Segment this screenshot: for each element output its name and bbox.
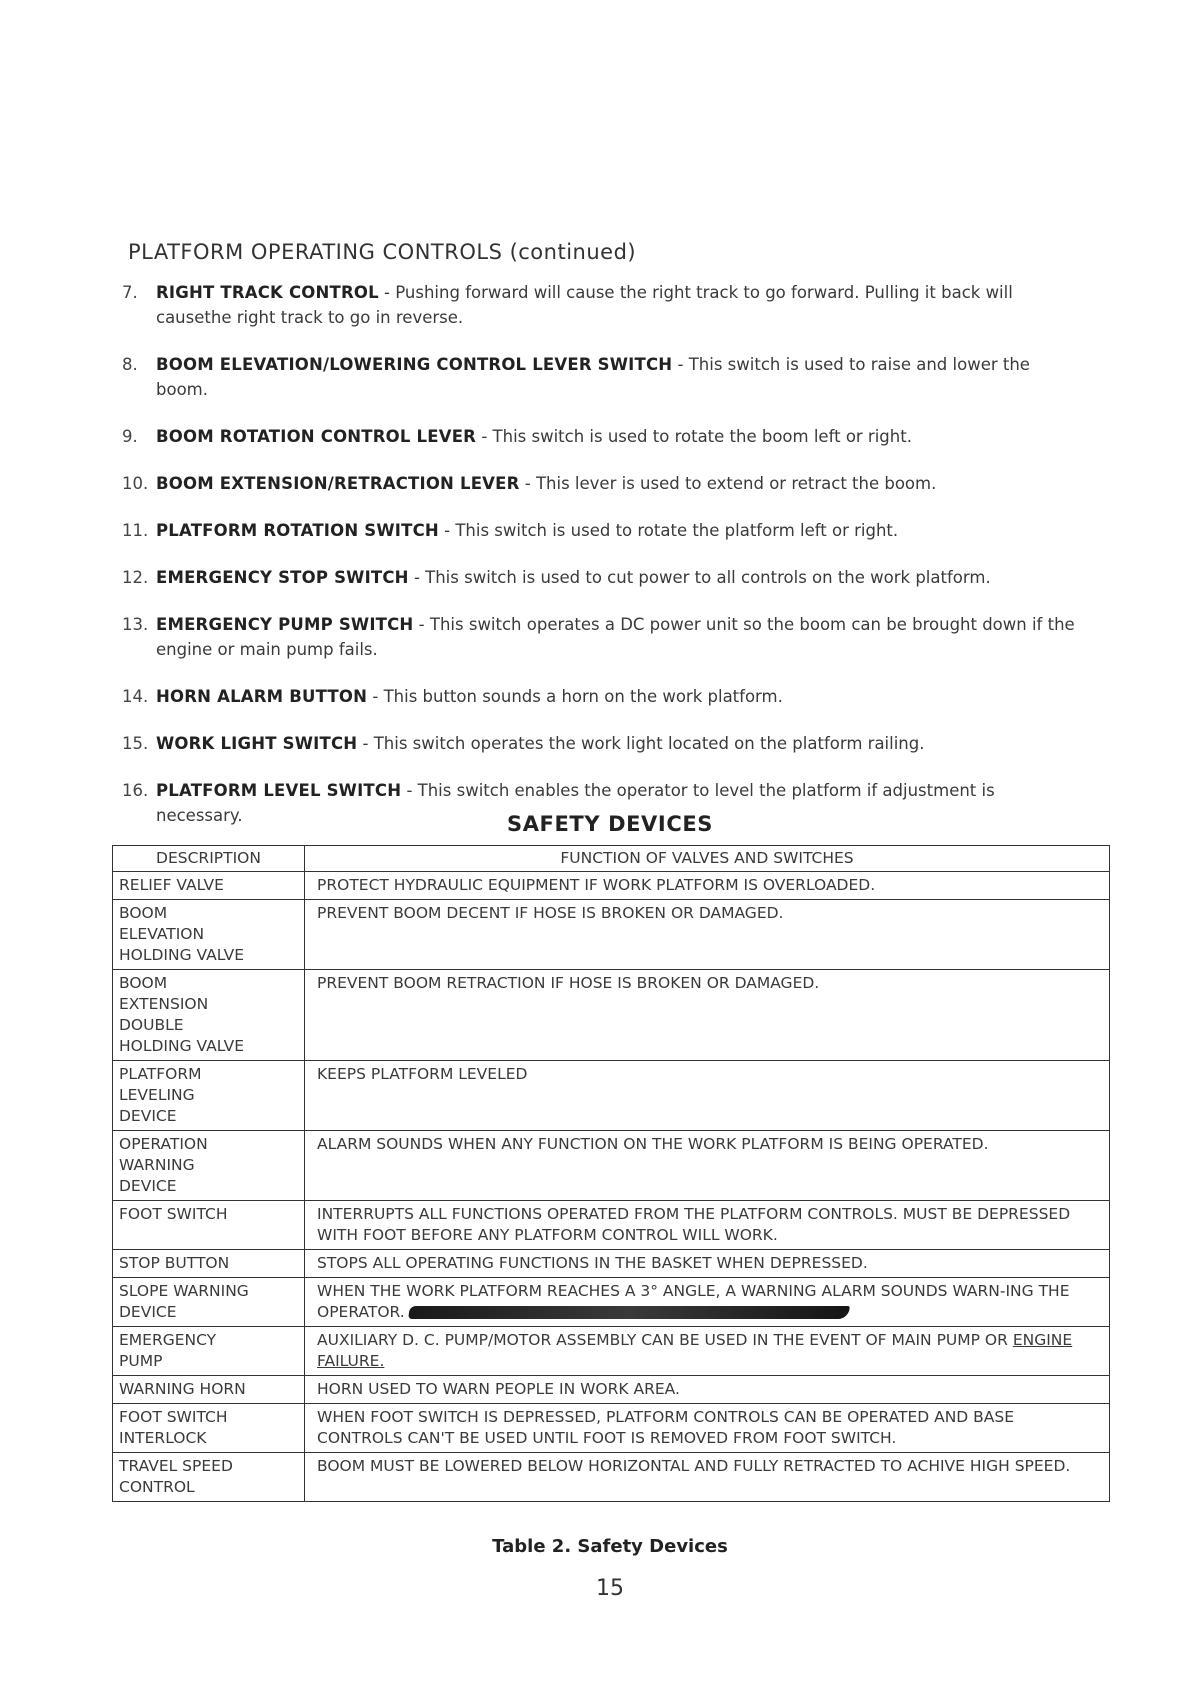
- list-item: [122, 424, 1082, 449]
- table-caption: Table 2. Safety Devices: [492, 1536, 728, 1557]
- table-row: [113, 1061, 1110, 1131]
- item-description: - This button sounds a horn on the work platform.: [367, 687, 783, 706]
- controls-list: [122, 280, 1082, 850]
- cell-description: FOOT SWITCH: [113, 1201, 305, 1250]
- cell-description: PLATFORM LEVELING DEVICE: [113, 1061, 305, 1131]
- item-description: - This switch enables the operator to level the platform if adjustment is necessary.: [156, 781, 995, 825]
- cell-function: STOPS ALL OPERATING FUNCTIONS IN THE BASKET WHEN DEPRESSED.: [305, 1250, 1110, 1278]
- item-term: EMERGENCY PUMP SWITCH: [156, 615, 414, 634]
- item-term: BOOM EXTENSION/RETRACTION LEVER: [156, 474, 520, 493]
- ink-smudge: [408, 1306, 850, 1319]
- table-row: [113, 1278, 1110, 1327]
- list-item: [122, 518, 1082, 543]
- item-number: 16.: [122, 781, 149, 800]
- cell-description: STOP BUTTON: [113, 1250, 305, 1278]
- table-row: [113, 1131, 1110, 1201]
- cell-function: BOOM MUST BE LOWERED BELOW HORIZONTAL AND FULLY RETRACTED TO ACHIVE HIGH SPEED.: [305, 1453, 1110, 1502]
- cell-description: TRAVEL SPEED CONTROL: [113, 1453, 305, 1502]
- table-row: [113, 1201, 1110, 1250]
- table-row: [113, 1250, 1110, 1278]
- item-description: - This switch operates the work light located on the platform railing.: [357, 734, 925, 753]
- table-row: [113, 1453, 1110, 1502]
- cell-description: BOOM EXTENSION DOUBLE HOLDING VALVE: [113, 970, 305, 1061]
- list-item: [122, 684, 1082, 709]
- item-description: - This switch is used to rotate the platform left or right.: [438, 521, 899, 540]
- cell-description: WARNING HORN: [113, 1376, 305, 1404]
- item-number: 10.: [122, 474, 149, 493]
- item-description: - Pushing forward will cause the right track to go forward. Pulling it back will causethe right track to go in reverse.: [156, 283, 1013, 327]
- item-number: 12.: [122, 568, 149, 587]
- item-term: WORK LIGHT SWITCH: [156, 734, 358, 753]
- item-term: HORN ALARM BUTTON: [156, 687, 368, 706]
- item-description: - This lever is used to extend or retract the boom.: [519, 474, 937, 493]
- table-row: [113, 1376, 1110, 1404]
- item-term: RIGHT TRACK CONTROL: [156, 283, 379, 302]
- cell-description: EMERGENCY PUMP: [113, 1327, 305, 1376]
- cell-description: FOOT SWITCH INTERLOCK: [113, 1404, 305, 1453]
- cell-function: PROTECT HYDRAULIC EQUIPMENT IF WORK PLATFORM IS OVERLOADED.: [305, 872, 1110, 900]
- item-number: 14.: [122, 687, 149, 706]
- item-number: 11.: [122, 521, 149, 540]
- cell-function: ALARM SOUNDS WHEN ANY FUNCTION ON THE WORK PLATFORM IS BEING OPERATED.: [305, 1131, 1110, 1201]
- cell-function: PREVENT BOOM RETRACTION IF HOSE IS BROKEN OR DAMAGED.: [305, 970, 1110, 1061]
- cell-description: OPERATION WARNING DEVICE: [113, 1131, 305, 1201]
- column-header-function: FUNCTION OF VALVES AND SWITCHES: [305, 846, 1110, 872]
- item-description: - This switch is used to raise and lower the boom.: [156, 355, 1030, 399]
- item-description: - This switch is used to cut power to all controls on the work platform.: [408, 568, 991, 587]
- safety-devices-table: [112, 845, 1110, 1502]
- item-number: 8.: [122, 355, 138, 374]
- table-row: [113, 1404, 1110, 1453]
- underlined-text: ENGINE FAILURE.: [317, 1331, 1073, 1370]
- table-title: SAFETY DEVICES: [506, 812, 714, 836]
- list-item: [122, 731, 1082, 756]
- cell-function: AUXILIARY D. C. PUMP/MOTOR ASSEMBLY CAN BE USED IN THE EVENT OF MAIN PUMP OR ENGINE FAILURE.: [305, 1327, 1110, 1376]
- item-term: BOOM ELEVATION/LOWERING CONTROL LEVER SWITCH: [156, 355, 673, 374]
- table-row: [113, 900, 1110, 970]
- page-number: 15: [596, 1576, 624, 1601]
- table-body: [113, 872, 1110, 1502]
- item-term: BOOM ROTATION CONTROL LEVER: [156, 427, 477, 446]
- cell-function: WHEN FOOT SWITCH IS DEPRESSED, PLATFORM CONTROLS CAN BE OPERATED AND BASE CONTROLS CAN'T BE USED UNTIL FOOT IS REMOVED FROM FOOT SWITCH.: [305, 1404, 1110, 1453]
- table-header-row: [113, 846, 1110, 872]
- cell-description: BOOM ELEVATION HOLDING VALVE: [113, 900, 305, 970]
- cell-description: RELIEF VALVE: [113, 872, 305, 900]
- column-header-description: DESCRIPTION: [113, 846, 305, 872]
- table-row: [113, 872, 1110, 900]
- item-number: 13.: [122, 615, 149, 634]
- item-number: 9.: [122, 427, 138, 446]
- item-number: 15.: [122, 734, 149, 753]
- cell-function: WHEN THE WORK PLATFORM REACHES A 3° ANGLE, A WARNING ALARM SOUNDS WARN-ING THE OPERATOR.: [305, 1278, 1110, 1327]
- list-item: [122, 280, 1082, 330]
- list-item: [122, 612, 1082, 662]
- item-term: PLATFORM LEVEL SWITCH: [156, 781, 402, 800]
- item-description: - This switch is used to rotate the boom left or right.: [476, 427, 912, 446]
- cell-function: HORN USED TO WARN PEOPLE IN WORK AREA.: [305, 1376, 1110, 1404]
- list-item: [122, 565, 1082, 590]
- table-row: [113, 1327, 1110, 1376]
- item-description: - This switch operates a DC power unit so the boom can be brought down if the engine or main pump fails.: [156, 615, 1075, 659]
- list-item: [122, 471, 1082, 496]
- table-row: [113, 970, 1110, 1061]
- item-term: EMERGENCY STOP SWITCH: [156, 568, 409, 587]
- cell-function: PREVENT BOOM DECENT IF HOSE IS BROKEN OR DAMAGED.: [305, 900, 1110, 970]
- section-title: PLATFORM OPERATING CONTROLS (continued): [128, 240, 637, 264]
- list-item: [122, 352, 1082, 402]
- cell-description: SLOPE WARNING DEVICE: [113, 1278, 305, 1327]
- cell-function: KEEPS PLATFORM LEVELED: [305, 1061, 1110, 1131]
- item-number: 7.: [122, 283, 138, 302]
- cell-function: INTERRUPTS ALL FUNCTIONS OPERATED FROM THE PLATFORM CONTROLS. MUST BE DEPRESSED WITH FOOT BEFORE ANY PLATFORM CONTROL WILL WORK.: [305, 1201, 1110, 1250]
- item-term: PLATFORM ROTATION SWITCH: [156, 521, 439, 540]
